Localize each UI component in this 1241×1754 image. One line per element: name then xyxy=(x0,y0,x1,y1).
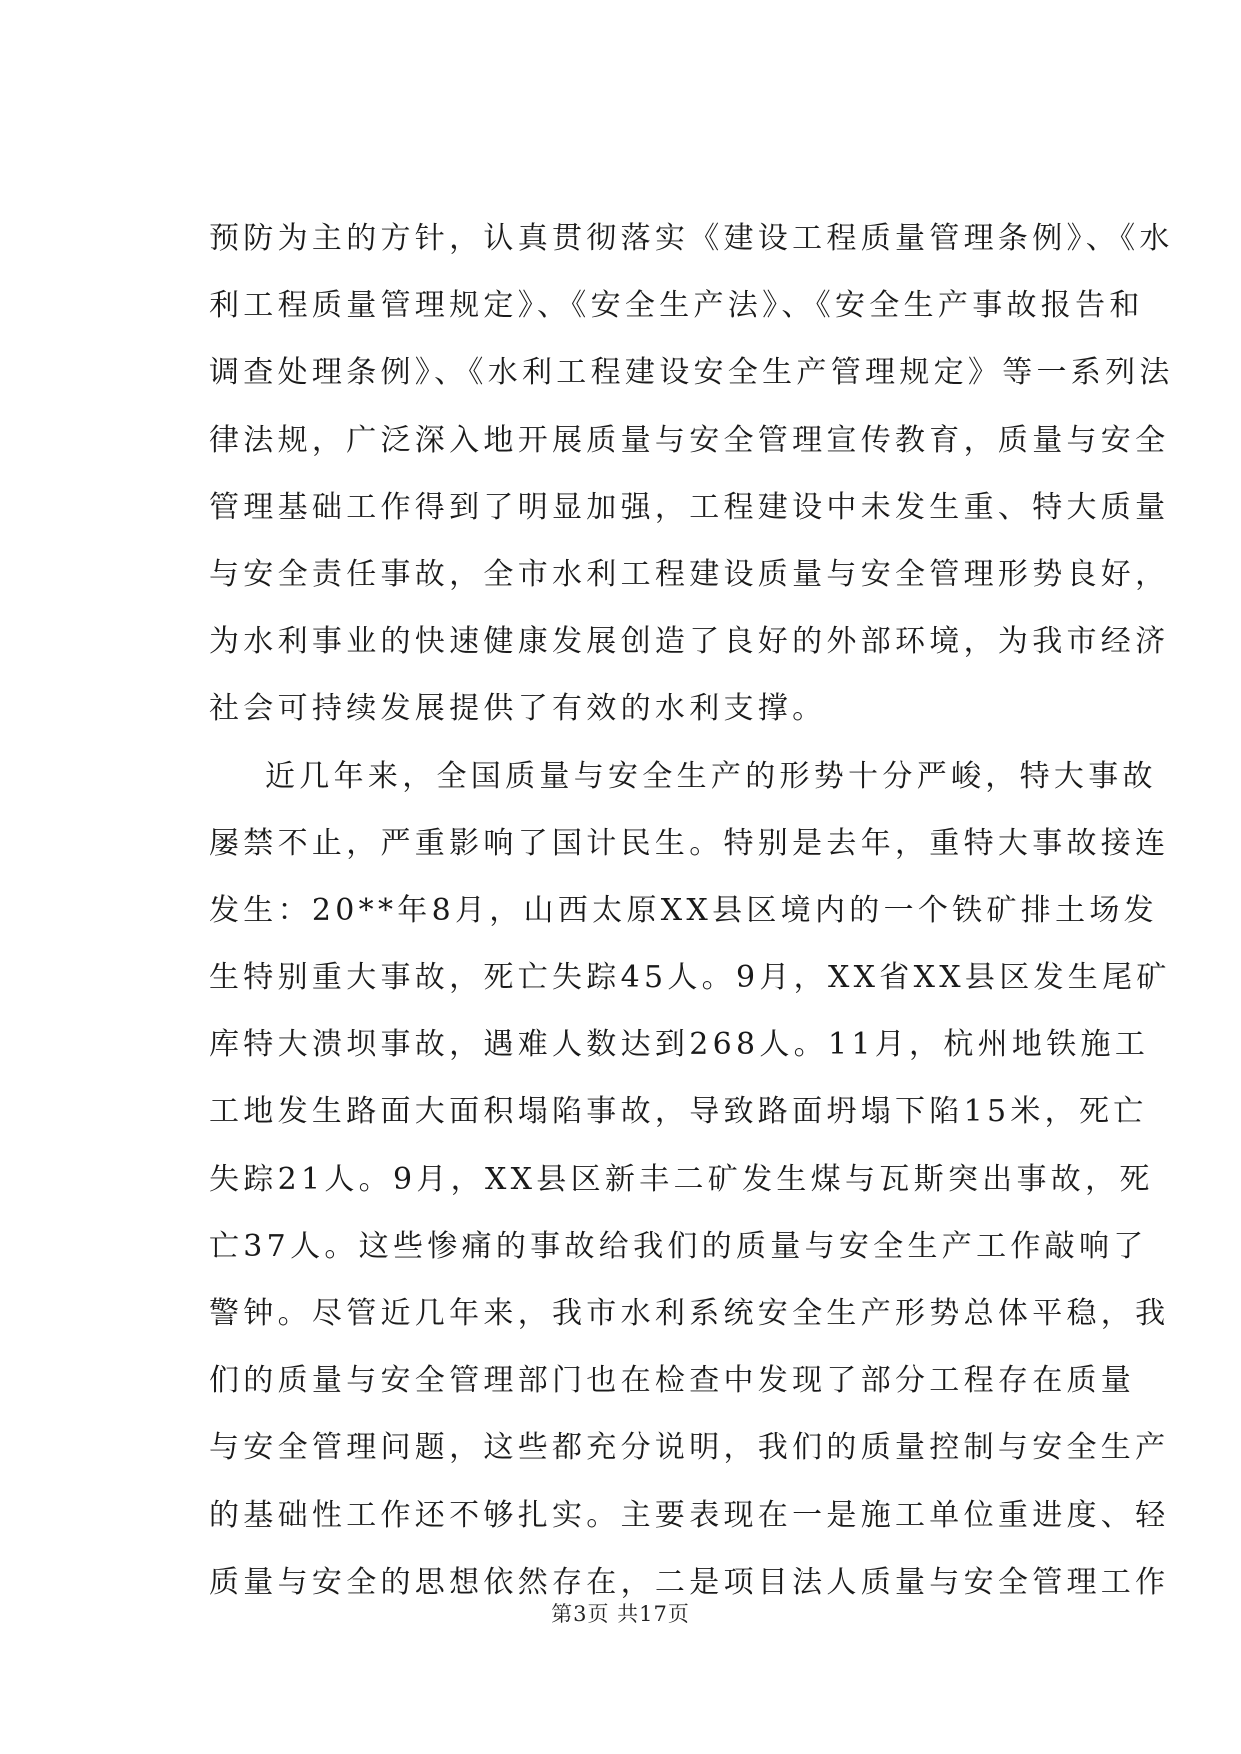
text-line: 发生：20**年8月，山西太原XX县区境内的一个铁矿排土场发 xyxy=(209,892,1158,928)
text-line: 调查处理条例》、《水利工程建设安全生产管理规定》等一系列法 xyxy=(209,355,1174,391)
text-line: 质量与安全的思想依然存在，二是项目法人质量与安全管理工作 xyxy=(209,1564,1170,1600)
text-line: 社会可持续发展提供了有效的水利支撑。 xyxy=(209,691,827,727)
text-line: 失踪21人。9月，XX县区新丰二矿发生煤与瓦斯突出事故，死 xyxy=(209,1161,1154,1197)
text-line: 生特别重大事故，死亡失踪45人。9月，XX省XX县区发生尾矿 xyxy=(209,960,1171,996)
body-text xyxy=(209,205,1174,1616)
text-line: 亡37人。这些惨痛的事故给我们的质量与安全生产工作敲响了 xyxy=(209,1228,1148,1264)
text-line: 警钟。尽管近几年来，我市水利系统安全生产形势总体平稳，我 xyxy=(209,1296,1170,1331)
paragraph-start-line: 近几年来，全国质量与安全生产的形势十分严峻，特大事故 xyxy=(265,758,1157,794)
text-line: 律法规，广泛深入地开展质量与安全管理宣传教育，质量与安全 xyxy=(209,422,1170,458)
text-line: 预防为主的方针，认真贯彻落实《建设工程质量管理条例》、《水 xyxy=(209,221,1174,256)
text-line: 屡禁不止，严重影响了国计民生。特别是去年，重特大事故接连 xyxy=(209,825,1170,861)
text-line: 与安全管理问题，这些都充分说明，我们的质量控制与安全生产 xyxy=(209,1430,1170,1466)
text-line: 管理基础工作得到了明显加强，工程建设中未发生重、特大质量 xyxy=(209,489,1170,525)
text-line: 利工程质量管理规定》、《安全生产法》、《安全生产事故报告和 xyxy=(209,288,1144,324)
page-number-footer: 第3页 共17页 xyxy=(551,1602,690,1626)
text-line: 与安全责任事故，全市水利工程建设质量与安全管理形势良好， xyxy=(209,556,1170,592)
text-line: 的基础性工作还不够扎实。主要表现在一是施工单位重进度、轻 xyxy=(209,1497,1170,1533)
text-line: 们的质量与安全管理部门也在检查中发现了部分工程存在质量 xyxy=(209,1363,1136,1399)
text-line: 为水利事业的快速健康发展创造了良好的外部环境，为我市经济 xyxy=(209,624,1170,660)
text-line: 工地发生路面大面积塌陷事故，导致路面坍塌下陷15米，死亡 xyxy=(209,1094,1148,1130)
text-line: 库特大溃坝事故，遇难人数达到268人。11月，杭州地铁施工 xyxy=(209,1027,1150,1063)
